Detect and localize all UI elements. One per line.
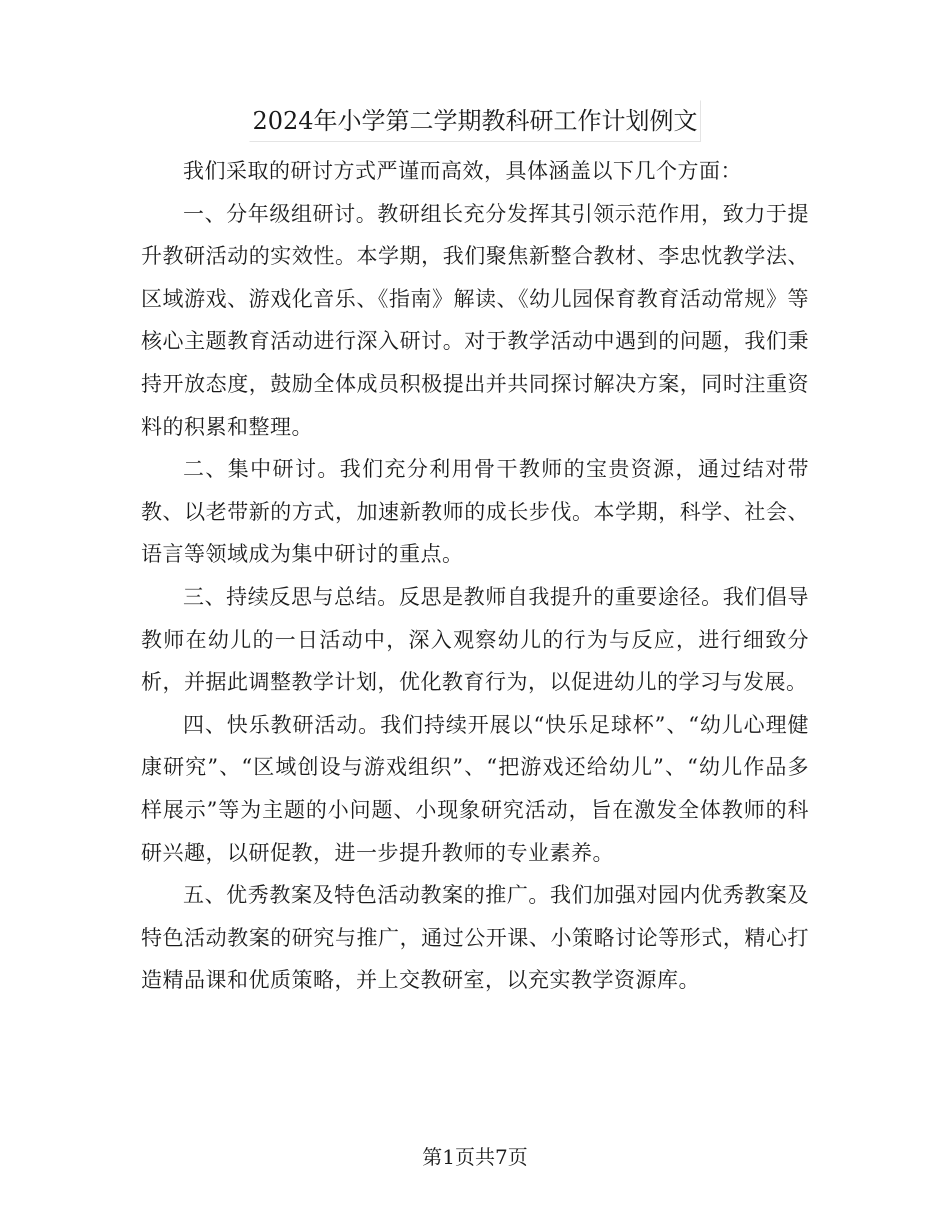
paragraph-intro: 我们采取的研讨方式严谨而高效，具体涵盖以下几个方面：: [183, 159, 742, 183]
paragraph-centralized-research: 二、集中研讨。我们充分利用骨干教师的宝贵资源，通过结对带教、以老带新的方式，加速新教师的成长步伐。本学期，科学、社会、语言等领域成为集中研讨的重点。: [141, 457, 809, 567]
document-title-text: 2024年小学第二学期教科研工作计划例文: [249, 100, 700, 142]
page-number: 第1页共7页: [422, 1145, 528, 1169]
document-title: [0, 100, 950, 142]
paragraph-grade-group-research: 一、分年级组研讨。教研组长充分发挥其引领示范作用，致力于提升教研活动的实效性。本学期，我们聚焦新整合教材、李忠忱教学法、区域游戏、游戏化音乐、《指南》解读、《幼儿园保育教育活动常规》等核心主题教育活动进行深入研讨。对于教学活动中遇到的问题，我们秉持开放态度，鼓励全体成员积极提出并共同探讨解决方案，同时注重资料的积累和整理。: [141, 201, 809, 439]
paragraph-lesson-plan-promotion: 五、优秀教案及特色活动教案的推广。我们加强对园内优秀教案及特色活动教案的研究与推广，通过公开课、小策略讨论等形式，精心打造精品课和优质策略，并上交教研室，以充实教学资源库。: [141, 883, 809, 993]
paragraph-happy-research: 四、快乐教研活动。我们持续开展以“快乐足球杯”、“幼儿心理健康研究”、“区域创设与游戏组织”、“把游戏还给幼儿”、“幼儿作品多样展示”等为主题的小问题、小现象研究活动，旨在激发全体教师的科研兴趣，以研促教，进一步提升教师的专业素养。: [141, 712, 809, 865]
document-body: [141, 150, 809, 1002]
paragraph-reflection-summary: 三、持续反思与总结。反思是教师自我提升的重要途径。我们倡导教师在幼儿的一日活动中，深入观察幼儿的行为与反应，进行细致分析，并据此调整教学计划，优化教育行为，以促进幼儿的学习与发展。: [141, 584, 809, 695]
